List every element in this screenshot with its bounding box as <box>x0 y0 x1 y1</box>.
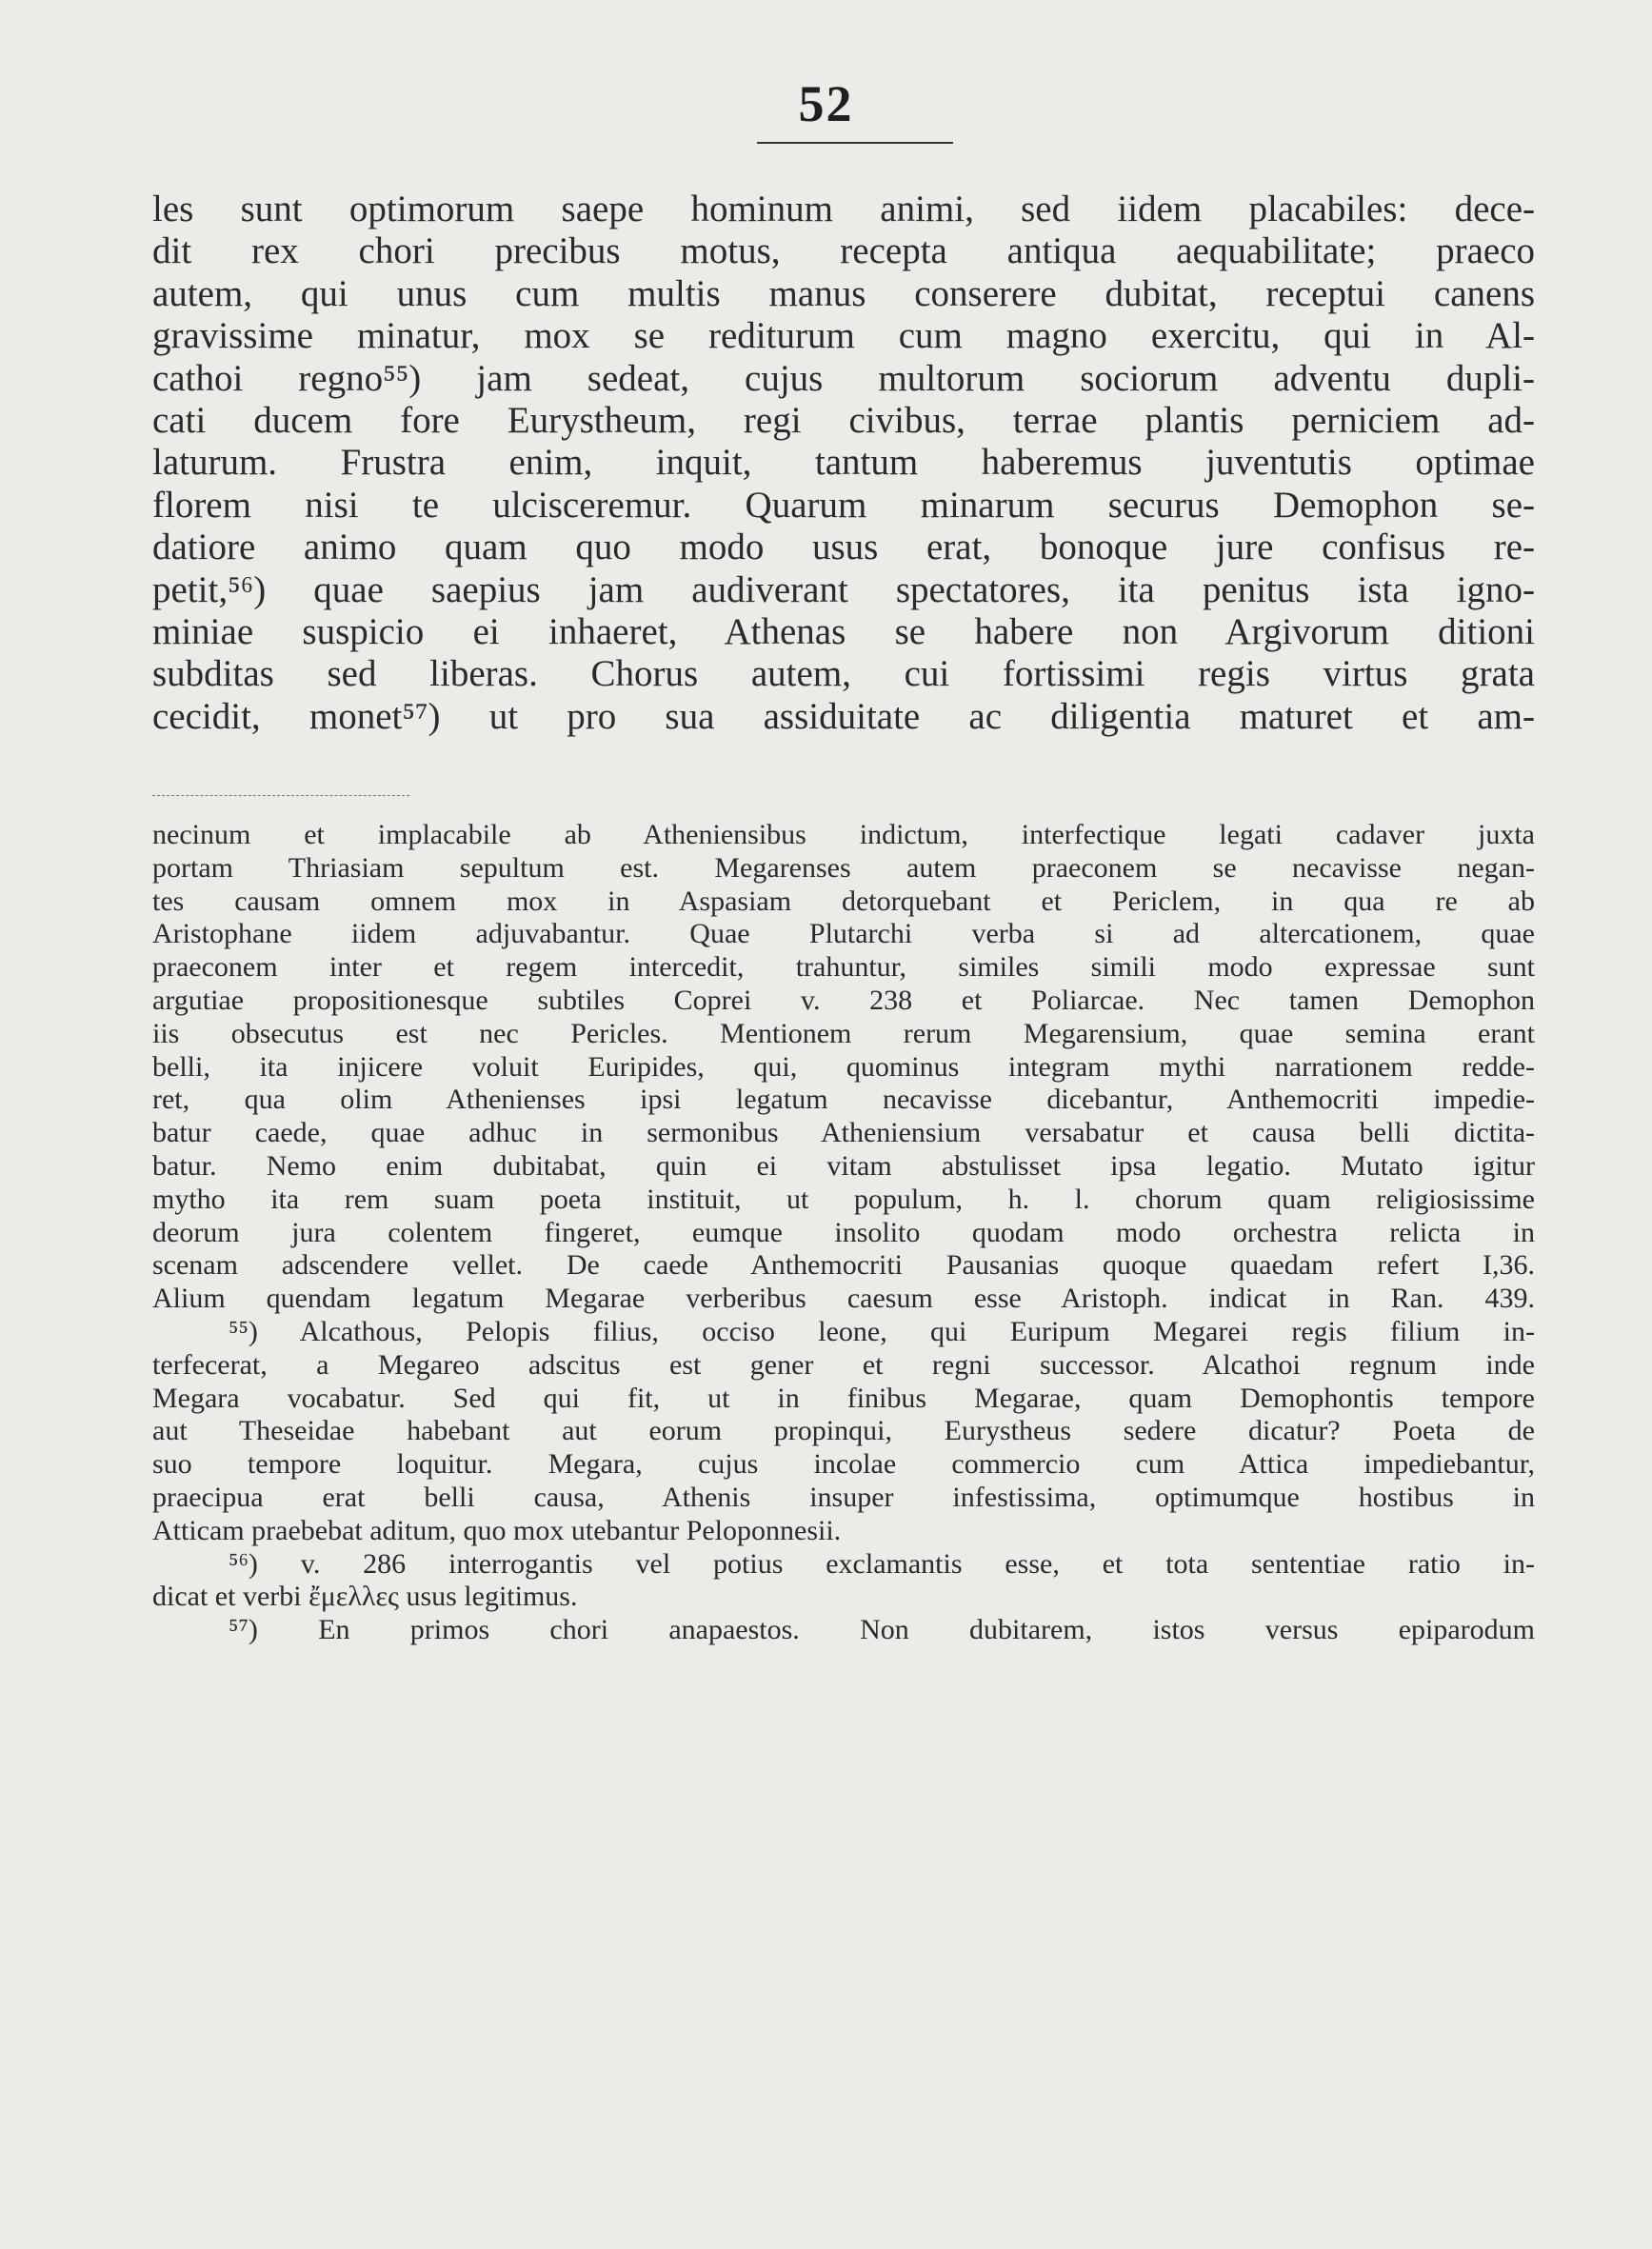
footnotes <box>152 819 1535 1647</box>
page-number: 52 <box>798 75 854 132</box>
footnote-line: batur. Nemo enim dubitabat, quin ei vitam abstulisset ipsa legatio. Mutato igitur <box>152 1149 1535 1182</box>
footnote-55-line: praecipua erat belli causa, Athenis insuper infestissima, optimumque hostibus in <box>152 1481 1535 1513</box>
body-line: laturum. Frustra enim, inquit, tantum haberemus juventutis optimae <box>152 442 1535 484</box>
body-line: cathoi regno⁵⁵) jam sedeat, cujus multorum sociorum adventu dupli- <box>152 357 1535 399</box>
footnote-55-line: terfecerat, a Megareo adscitus est gener et regni successor. Alcathoi regnum inde <box>152 1348 1535 1381</box>
body-line: datiore animo quam quo modo usus erat, bonoque jure confisus re- <box>152 527 1535 568</box>
footnote-line: mytho ita rem suam poeta instituit, ut populum, h. l. chorum quam religiosissime <box>152 1183 1535 1215</box>
footnote-55-line: ⁵⁵) Alcathous, Pelopis filius, occiso leone, qui Euripum Megarei regis filium in- <box>229 1315 1535 1347</box>
body-line: autem, qui unus cum multis manus conserere dubitat, receptui canens <box>152 272 1535 314</box>
body-line: cecidit, monet⁵⁷) ut pro sua assiduitate ac diligentia maturet et am- <box>152 695 1535 737</box>
footnote-line: scenam adscendere vellet. De caede Anthemocriti Pausanias quoque quaedam refert I,36. <box>152 1249 1535 1282</box>
footnote-line: deorum jura colentem fingeret, eumque insolito quodam modo orchestra relicta in <box>152 1216 1535 1248</box>
footnote-line: Aristophane iidem adjuvabantur. Quae Plutarchi verba si ad altercationem, quae <box>152 918 1535 950</box>
footnote-55-line: Megara vocabatur. Sed qui fit, ut in finibus Megarae, quam Demophontis tempore <box>152 1382 1535 1414</box>
body-line: miniae suspicio ei inhaeret, Athenas se habere non Argivorum ditioni <box>152 610 1535 652</box>
footnote-line: tes causam omnem mox in Aspasiam detorquebant et Periclem, in qua re ab <box>152 885 1535 917</box>
body-line: dit rex chori precibus motus, recepta antiqua aequabilitate; praeco <box>152 230 1535 272</box>
footnote-line: iis obsecutus est nec Pericles. Mentionem rerum Megarensium, quae semina erant <box>152 1017 1535 1049</box>
footnote-57-line: ⁵⁷) En primos chori anapaestos. Non dubitarem, istos versus epiparodum <box>229 1614 1535 1646</box>
footnote-line: Alium quendam legatum Megarae verberibus caesum esse Aristoph. indicat in Ran. 439. <box>152 1283 1535 1315</box>
body-line: subditas sed liberas. Chorus autem, cui fortissimi regis virtus grata <box>152 653 1535 695</box>
footnote-55-line: suo tempore loquitur. Megara, cujus incolae commercio cum Attica impediebantur, <box>152 1448 1535 1481</box>
footnote-55-line: aut Theseidae habebant aut eorum propinqui, Eurystheus sedere dicatur? Poeta de <box>152 1415 1535 1447</box>
body-line: petit,⁵⁶) quae saepius jam audiverant spectatores, ita penitus ista igno- <box>152 568 1535 610</box>
footnote-line: praeconem inter et regem intercedit, trahuntur, similes simili modo expressae sunt <box>152 951 1535 984</box>
body-line: gravissime minatur, mox se rediturum cum magno exercitu, qui in Al- <box>152 315 1535 357</box>
body-line: les sunt optimorum saepe hominum animi, sed iidem placabiles: dece- <box>152 189 1535 229</box>
body-line: florem nisi te ulcisceremur. Quarum minarum securus Demophon se- <box>152 484 1535 526</box>
footnote-line: batur caede, quae adhuc in sermonibus Atheniensium versabatur et causa belli dictita- <box>152 1117 1535 1149</box>
footnote-line: belli, ita injicere voluit Euripides, qui, quominus integram mythi narrationem redde- <box>152 1050 1535 1083</box>
page-number-rule <box>757 142 953 144</box>
footnote-56-line: dicat et verbi ἔμελλες usus legitimus. <box>152 1581 578 1613</box>
footnote-line: ret, qua olim Athenienses ipsi legatum necavisse dicebantur, Anthemocriti impedie- <box>152 1084 1535 1116</box>
footnote-line: argutiae propositionesque subtiles Coprei v. 238 et Poliarcae. Nec tamen Demophon <box>152 984 1535 1016</box>
body-line: cati ducem fore Eurystheum, regi civibus, terrae plantis perniciem ad- <box>152 399 1535 441</box>
footnote-separator <box>152 795 409 796</box>
footnote-line: necinum et implacabile ab Atheniensibus indictum, interfectique legati cadaver juxta <box>152 819 1535 850</box>
footnote-56-line: ⁵⁶) v. 286 interrogantis vel potius exclamantis esse, et tota sententiae ratio in- <box>229 1547 1535 1580</box>
footnote-55-line: Atticam praebebat aditum, quo mox utebantur Peloponnesii. <box>152 1514 842 1546</box>
body-text <box>152 189 1535 738</box>
footnote-line: portam Thriasiam sepultum est. Megarenses autem praeconem se necavisse negan- <box>152 851 1535 884</box>
